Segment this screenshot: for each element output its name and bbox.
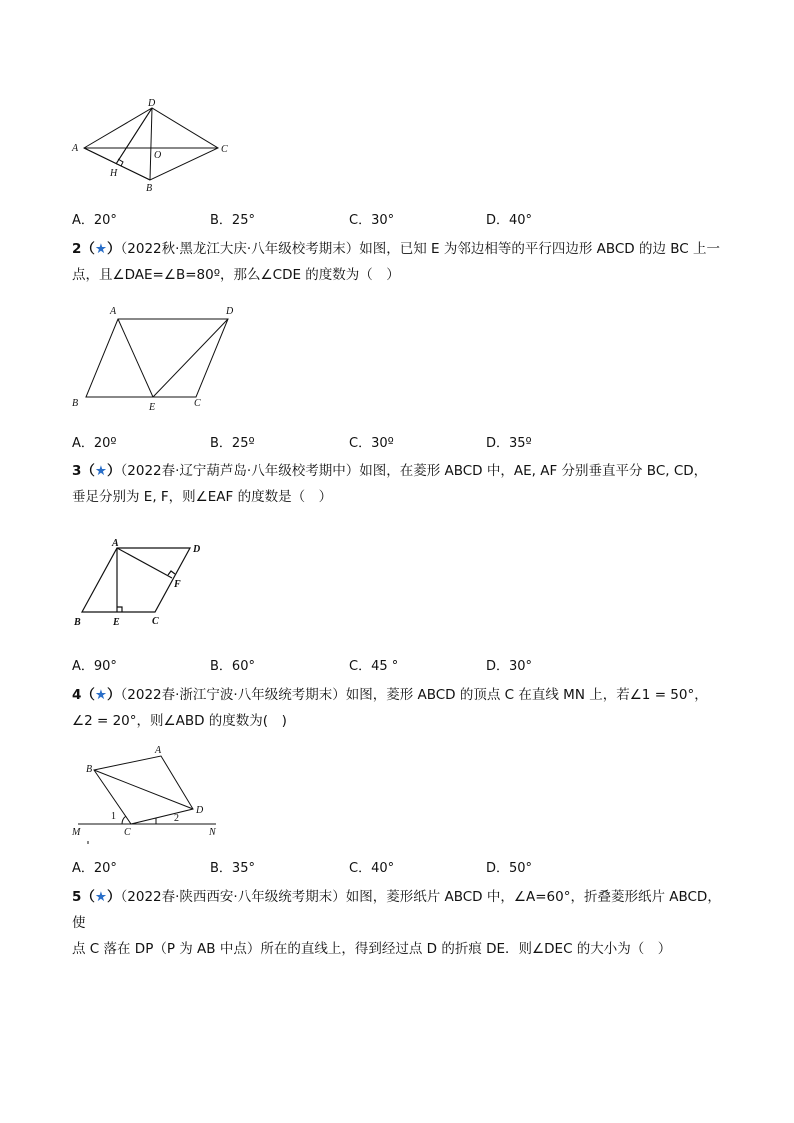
question-5-line-1: 5（★）（2022春·陕西西安·八年级统考期末）如图，菱形纸片 ABCD 中，∠A=60°，折叠菱形纸片 ABCD，使 bbox=[72, 889, 721, 931]
right-angle-mark-e bbox=[117, 607, 122, 612]
question-4-text-1: （2022春·浙江宁波·八年级统考期末）如图，菱形 ABCD 的顶点 C 在直线 MN 上，若∠1 = 50°， bbox=[120, 687, 708, 703]
choice-a[interactable]: A．20º bbox=[72, 436, 117, 451]
figure-2-parallelogram bbox=[66, 302, 256, 414]
choice-a[interactable]: A．20° bbox=[72, 861, 117, 876]
angle-1-arc bbox=[122, 816, 126, 824]
label-f: F bbox=[174, 579, 181, 590]
choice-d[interactable]: D．35º bbox=[486, 436, 532, 451]
choice-b[interactable]: B．60° bbox=[210, 659, 255, 674]
label-c: C bbox=[152, 616, 159, 627]
label-d: D bbox=[196, 805, 204, 816]
question-2-line-1: 2（★）（2022秋·黑龙江大庆·八年级校考期末）如图，已知 E 为邻边相等的平行四边形 ABCD 的边 BC 上一 bbox=[72, 241, 721, 257]
label-e: E bbox=[113, 617, 120, 628]
q4-choices bbox=[72, 857, 772, 877]
label-d: D bbox=[193, 544, 201, 555]
choice-d[interactable]: D．40° bbox=[486, 213, 533, 228]
figure-1-rhombus bbox=[66, 96, 246, 196]
choice-a[interactable]: A．90° bbox=[72, 659, 117, 674]
label-h: H bbox=[110, 168, 118, 179]
label-o: O bbox=[154, 150, 162, 161]
star-icon: ★ bbox=[94, 889, 108, 905]
choice-c[interactable]: C．30º bbox=[349, 436, 394, 451]
choice-d[interactable]: D．50° bbox=[486, 861, 533, 876]
diagonal-bd bbox=[150, 108, 152, 180]
label-b: B bbox=[146, 183, 153, 194]
choice-d[interactable]: D．30° bbox=[486, 659, 533, 674]
label-c: C bbox=[221, 144, 228, 155]
question-2-text-2: 点，且∠DAE=∠B=80º，那么∠CDE 的度数为（ ） bbox=[72, 267, 400, 283]
label-angle-2: 2 bbox=[174, 813, 179, 824]
q1-choices bbox=[72, 209, 772, 229]
star-icon: ★ bbox=[94, 241, 108, 257]
question-number: 5 bbox=[72, 889, 82, 905]
label-b: B bbox=[74, 617, 81, 628]
question-number: 3 bbox=[72, 463, 82, 479]
question-3 bbox=[72, 458, 732, 510]
question-number: 4 bbox=[72, 687, 82, 703]
choice-a[interactable]: A．20° bbox=[72, 213, 117, 228]
segment-de bbox=[153, 319, 228, 397]
question-3-text-2: 垂足分别为 E, F，则∠EAF 的度数是（ ） bbox=[72, 489, 333, 505]
label-e: E bbox=[149, 402, 156, 413]
q3-choices bbox=[72, 655, 772, 675]
question-5-text-2: 点 C 落在 DP（P 为 AB 中点）所在的直线上，得到经过点 D 的折痕 DE．则∠DEC 的大小为（ ） bbox=[72, 941, 672, 957]
choice-c[interactable]: C．40° bbox=[349, 861, 395, 876]
question-4-text-2: ∠2 = 20°，则∠ABD 的度数为( ) bbox=[72, 713, 287, 729]
label-b: B bbox=[72, 398, 79, 409]
star-icon: ★ bbox=[94, 463, 108, 479]
label-n: N bbox=[209, 827, 216, 838]
label-a: A bbox=[110, 306, 117, 317]
question-2-text-1: （2022秋·黑龙江大庆·八年级校考期末）如图，已知 E 为邻边相等的平行四边形 ABCD 的边 BC 上一 bbox=[120, 241, 721, 257]
segment-af bbox=[117, 548, 172, 578]
label-m: M bbox=[72, 827, 81, 838]
label-d: D bbox=[148, 98, 156, 109]
label-c: C bbox=[124, 827, 131, 838]
diagonal-bd bbox=[94, 770, 193, 809]
label-a: A bbox=[112, 538, 119, 549]
question-5 bbox=[72, 884, 732, 962]
star-icon: ★ bbox=[94, 687, 108, 703]
question-3-text-1: （2022春·辽宁葫芦岛·八年级校考期中）如图，在菱形 ABCD 中，AE, AF 分别垂直平分 BC, CD， bbox=[120, 463, 708, 479]
choice-b[interactable]: B．35° bbox=[210, 861, 255, 876]
question-number: 2 bbox=[72, 241, 82, 257]
choice-c[interactable]: C．30° bbox=[349, 213, 395, 228]
label-a: A bbox=[155, 745, 162, 756]
choice-b[interactable]: B．25° bbox=[210, 213, 255, 228]
question-4-line-1: 4（★）（2022春·浙江宁波·八年级统考期末）如图，菱形 ABCD 的顶点 C 在直线 MN 上，若∠1 = 50°， bbox=[72, 687, 708, 703]
right-angle-mark-f bbox=[168, 571, 175, 575]
choice-c[interactable]: C．45 ° bbox=[349, 659, 399, 674]
question-3-line-1: 3（★）（2022春·辽宁葫芦岛·八年级校考期中）如图，在菱形 ABCD 中，AE, AF 分别垂直平分 BC, CD， bbox=[72, 463, 708, 479]
q2-choices bbox=[72, 432, 772, 452]
label-c: C bbox=[194, 398, 201, 409]
label-a: A bbox=[72, 143, 79, 154]
label-d: D bbox=[226, 306, 234, 317]
figure-3-rhombus bbox=[66, 530, 216, 630]
label-angle-1: 1 bbox=[111, 811, 116, 822]
parallelogram-abcd bbox=[86, 319, 228, 397]
label-b: B bbox=[86, 764, 93, 775]
choice-b[interactable]: B．25º bbox=[210, 436, 255, 451]
question-4 bbox=[72, 682, 732, 734]
figure-4-rhombus-on-line bbox=[66, 742, 236, 848]
segment-ae bbox=[118, 319, 153, 397]
question-5-text-1: （2022春·陕西西安·八年级统考期末）如图，菱形纸片 ABCD 中，∠A=60°，折叠菱形纸片 ABCD，使 bbox=[72, 889, 721, 931]
question-2 bbox=[72, 236, 732, 288]
